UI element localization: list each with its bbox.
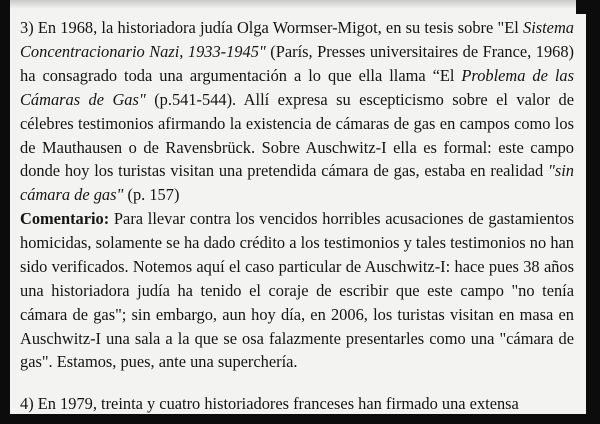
paragraph-1-text-b: (París, Presses universitaires de France, 1968) ha consagrado toda una argumentación a lo que ella llama “El: [20, 41, 574, 85]
quote-italic: "sin cámara de gas": [20, 161, 574, 205]
book-title-italic: Sistema Concentracionario Nazi, 1933-1945": [20, 18, 574, 61]
paragraph-1-text-c: (p.541-544). Allí expresa su escepticismo sobre el valor de célebres testimonios afirmando la existencia de cámaras de gas en campos como los de Mauthausen o de Ravensbrück. Sobre Auschwitz-I ella es formal: este campo donde hoy los turistas visitan una pretendida cámara de gas, estaba en realidad: [20, 89, 574, 181]
chapter-title-italic: Problema de las Cámaras de Gas": [20, 65, 575, 109]
paragraph-1-text-d: (p. 157): [123, 185, 180, 205]
comentario-label: Comentario:: [20, 209, 110, 228]
paragraph-1-text-a: 3) En 1968, la historiadora judía Olga Wormser-Migot, en su tesis sobre "El: [20, 18, 523, 37]
paragraph-comentario: [20, 207, 574, 374]
document-page: [10, 0, 586, 414]
previous-page-edge: [10, 0, 586, 8]
paragraph-olga-wormser-migot: [20, 16, 574, 207]
comentario-text: Para llevar contra los vencidos horribles acusaciones de gastamientos homicidas, solamente se ha dado crédito a los testimonios y tales testimonios no han sido verificados. Notemos aquí el caso particular de Auschwitz-I: hace pues 38 años una historiadora judía ha tenido el coraje de escribir que este campo "no tenía cámara de gas"; sin embargo, aun hoy día, en 2006, los turistas visitan en masa en Auschwitz-I una sala a la que se osa falazmente presentarles como una "cámara de gas". Estamos, pues, ante una superchería.: [20, 209, 574, 372]
paragraph-historiadores-franceses: [20, 392, 574, 414]
paragraph-3-text: 4) En 1979, treinta y cuatro historiadores franceses han firmado una extensa: [20, 394, 519, 413]
page-corner-mark: [576, 0, 586, 14]
